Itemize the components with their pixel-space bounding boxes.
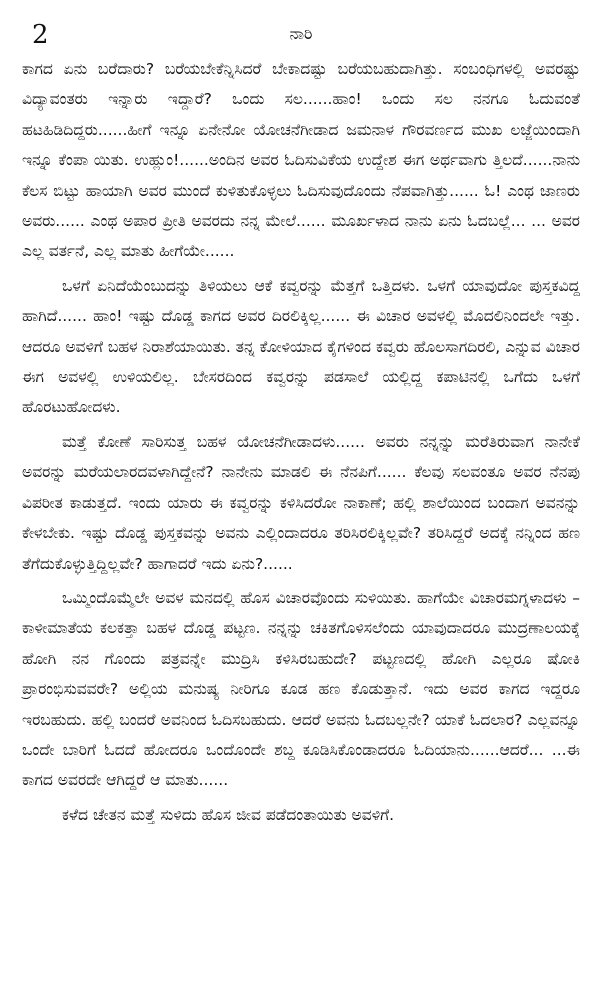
page-header — [22, 14, 580, 54]
paragraph-5: ಕಳೆದ ಚೇತನ ಮತ್ತೆ ಸುಳಿದು ಹೊಸ ಜೀವ ಪಡೆದಂತಾಯಿತು ಅವಳಿಗೆ. — [62, 805, 395, 824]
body-text — [22, 54, 580, 830]
page-number: 2 — [32, 20, 49, 50]
paragraph-1: ಕಾಗದ ಏನು ಬರೆದಾರು? ಬರೆಯಬೇಕೆನ್ನಿಸಿದರೆ ಬೇಕಾದಷ್ಟು ಬರೆಯಬಹುದಾಗಿತ್ತು. ಸಂಬಂಧಿಗಳಲ್ಲಿ ಅವರಷ್ಟು ವಿದ್ಯಾವಂತರು ಇನ್ನಾರು ಇದ್ದಾರೆ? ಒಂದು ಸಲ......ಹಾಂ! ಒಂದು ಸಲ ನನಗೂ ಓದುವಂತೆ ಹಟಹಿಡಿದಿದ್ದರು......ಹೀಗೆ ಇನ್ನೂ ಏನೇನೋ ಯೋಚನೆಗೀಡಾದ ಜಮನಾಳ ಗೌರವರ್ಣದ ಮುಖ ಲಜ್ಜೆಯಿಂದಾಗಿ ಇನ್ನೂ ಕೆಂಪಾ ಯಿತು. ಉಹ್ಲುಂ!......ಅಂದಿನ ಅವರ ಓದಿಸುವಿಕೆಯ ಉದ್ದೇಶ ಈಗ ಅರ್ಥವಾಗು ತ್ತಿಲದೆ......ನಾನು ಕೆಲಸ ಬಿಟ್ಟು ಹಾಯಾಗಿ ಅವರ ಮುಂದೆ ಕುಳಿತುಕೊಳ್ಳಲು ಓದಿಸುವುದೊಂದು ನೆಪವಾಗಿತ್ತು...... ಓ! ಎಂಥ ಜಾಣರು ಅವರು...... ಎಂಥ ಅಪಾರ ಪ್ರೀತಿ ಅವರದು ನನ್ನ ಮೇಲೆ...... ಮೂರ್ಖಳಾದ ನಾನು ಏನು ಓದಬಲ್ಲೆ... ... ಅವರ ಎಲ್ಲ ವರ್ತನೆ, ಎಲ್ಲ ಮಾತು ಹೀಗೆಯೇ...... — [22, 60, 580, 261]
running-title: ನಾರಿ — [289, 24, 313, 43]
paragraph-4: ಒಮ್ಮಿಂದೊಮ್ಮೆಲೇ ಅವಳ ಮನದಲ್ಲಿ ಹೊಸ ವಿಚಾರವೊಂದು ಸುಳಿಯಿತು. ಹಾಗೆಯೇ ವಿಚಾರಮಗ್ನಳಾದಳು – ಕಾಳೀಮಾತೆಯ ಕಲಕತ್ತಾ ಬಹಳ ದೊಡ್ಡ ಪಟ್ಟಣ. ನನ್ನನ್ನು ಚಕಿತಗೊಳಿಸಲೆಂದು ಯಾವುದಾದರೂ ಮುದ್ರಣಾಲಯಕ್ಕೆ ಹೋಗಿ ನನ ಗೊಂದು ಪತ್ರವನ್ನೇ ಮುದ್ರಿಸಿ ಕಳಿಸಿರಬಹುದೇ? ಪಟ್ಟಣದಲ್ಲಿ ಹೋಗಿ ಎಲ್ಲರೂ ಷೋಕಿ ಪ್ರಾರಂಭಿಸುವವರೇ? ಅಲ್ಲಿಯ ಮನುಷ್ಯ ನೀರಿಗೂ ಕೂಡ ಹಣ ಕೊಡುತ್ತಾನೆ. ಇದು ಅವರ ಕಾಗದ ಇದ್ದರೂ ಇರಬಹುದು. ಹಲ್ಲಿ ಬಂದರೆ ಅವನಿಂದ ಓದಿಸಬಹುದು. ಆದರೆ ಅವನು ಓದಬಲ್ಲನೇ? ಯಾಕೆ ಓದಲಾರ? ಎಲ್ಲವನ್ನೂ ಒಂದೇ ಬಾರಿಗೆ ಓದದೆ ಹೋದರೂ ಒಂದೊಂದೇ ಶಬ್ದ ಕೂಡಿಸಿಕೊಂಡಾದರೂ ಓದಿಯಾನು......ಆದರೆ... ...ಈ ಕಾಗದ ಅವರದೇ ಆಗಿದ್ದರೆ ಆ ಮಾತು...... — [22, 588, 580, 790]
paragraph-3: ಮತ್ತೆ ಕೋಣೆ ಸಾರಿಸುತ್ತ ಬಹಳ ಯೋಚನೆಗೀಡಾದಳು...... ಅವರು ನನ್ನನ್ನು ಮರೆತಿರುವಾಗ ನಾನೇಕೆ ಅವರನ್ನು ಮರೆಯಲಾರದವಳಾಗಿದ್ದೇನೆ? ನಾನೇನು ಮಾಡಲಿ ಈ ನೆನಪಿಗೆ...... ಕೆಲವು ಸಲವಂತೂ ಅವರ ನೆನಪು ವಿಪರೀತ ಕಾಡುತ್ತದೆ. ಇಂದು ಯಾರು ಈ ಕವ್ವರನ್ನು ಕಳಿಸಿದರೋ ನಾಕಾಣೆ; ಹಲ್ಲಿ ಶಾಲೆಯಿಂದ ಬಂದಾಗ ಅವನನ್ನು ಕೇಳಬೇಕು. ಇಷ್ಟು ದೊಡ್ಡ ಪುಸ್ತಕವನ್ನು ಅವನು ಎಲ್ಲಿಂದಾದರೂ ತರಿಸಿರಲಿಕ್ಕಿಲ್ಲವೇ? ತರಿಸಿದ್ದರೆ ಅದಕ್ಕೆ ನನ್ನಿಂದ ಹಣ ತೆಗೆದುಕೊಳ್ಳುತ್ತಿದ್ದಿಲ್ಲವೇ? ಹಾಗಾದರೆ ಇದು ಏನು?...... — [22, 432, 580, 573]
paragraph-2: ಒಳಗೆ ಏನಿದೆಯೆಂಬುದನ್ನು ತಿಳಿಯಲು ಆಕೆ ಕವ್ವರನ್ನು ಮೆತ್ತಗೆ ಒತ್ತಿದಳು. ಒಳಗೆ ಯಾವುದೋ ಪುಸ್ತಕವಿದ್ದ ಹಾಗಿದೆ...... ಹಾಂ! ಇಷ್ಟು ದೊಡ್ಡ ಕಾಗದ ಅವರ ದಿರಲಿಕ್ಕಿಲ್ಲ...... ಈ ವಿಚಾರ ಅವಳಲ್ಲಿ ಮೊದಲಿನಿಂದಲೇ ಇತ್ತು. ಆದರೂ ಅವಳಿಗೆ ಬಹಳ ನಿರಾಶೆಯಾಯಿತು. ತನ್ನ ಕೋಳಿಯಾದ ಕೈಗಳಿಂದ ಕವ್ವರು ಹೊಲಸಾಗದಿರಲಿ, ಎನ್ನುವ ವಿಚಾರ ಈಗ ಅವಳಲ್ಲಿ ಉಳಿಯಲಿಲ್ಲ. ಬೇಸರದಿಂದ ಕವ್ವರನ್ನು ಪಡಸಾಲೆ ಯಲ್ಲಿದ್ದ ಕಪಾಟಿನಲ್ಲಿ ಒಗೆದು ಒಳಗೆ ಹೊರಟುಹೋದಳು. — [22, 276, 580, 417]
